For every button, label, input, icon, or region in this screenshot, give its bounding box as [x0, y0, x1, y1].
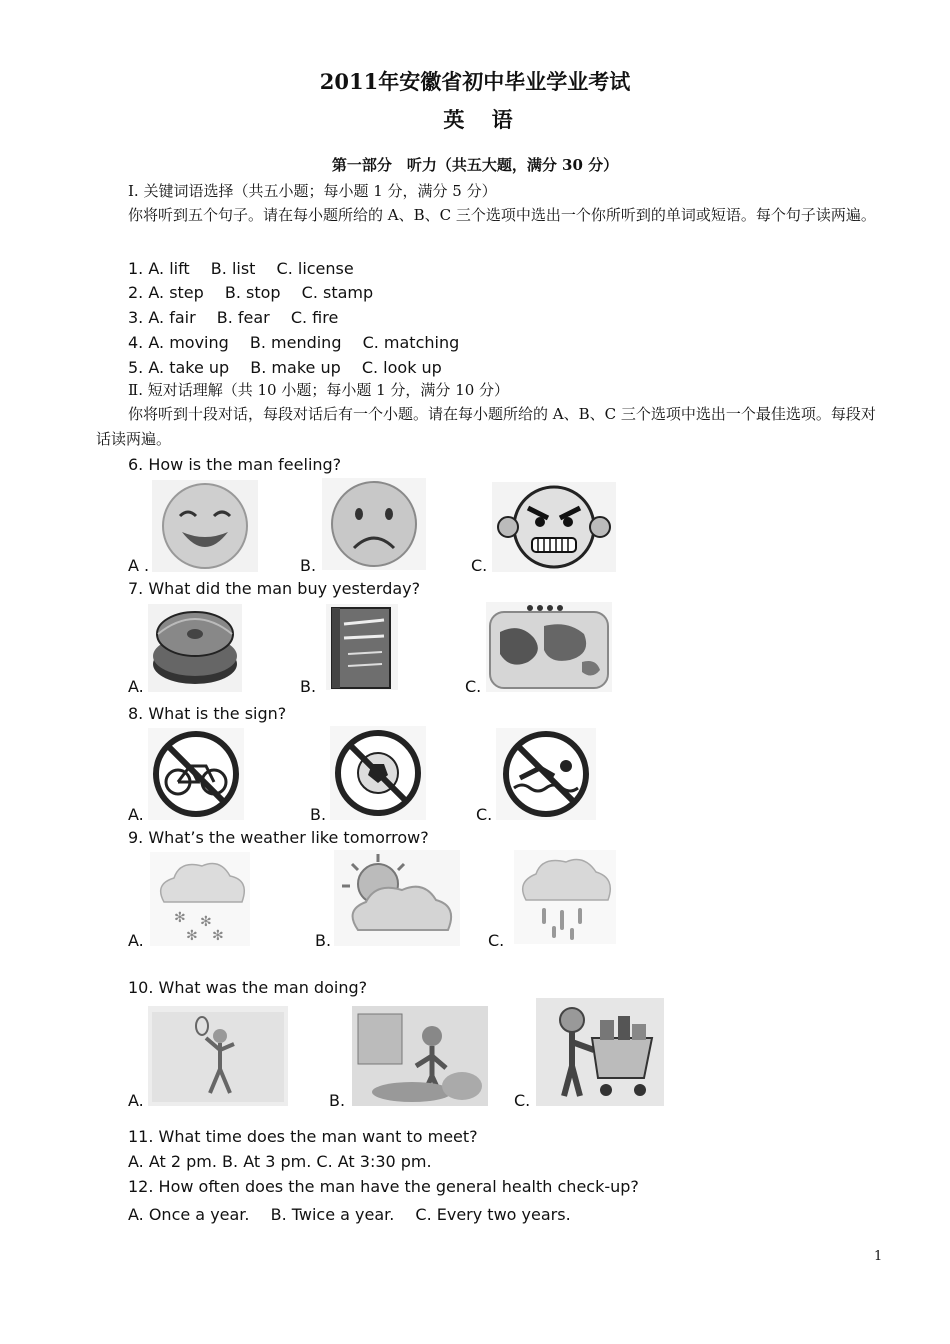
q6-option-c-label: C.: [471, 556, 488, 575]
item-4: 4. A. moving B. mending C. matching: [128, 333, 460, 352]
q7-option-c-label: C.: [465, 677, 482, 696]
q8-option-c-label: C.: [476, 805, 493, 824]
q10-option-b-label: B.: [329, 1091, 346, 1110]
happy-face-icon: [152, 480, 258, 572]
svg-text:✻: ✻: [212, 928, 224, 944]
question-8: 8. What is the sign?: [128, 704, 287, 723]
question-10: 10. What was the man doing?: [128, 978, 368, 997]
q7-option-a-label: A.: [128, 677, 144, 696]
item-2: 2. A. step B. stop C. stamp: [128, 283, 374, 302]
section1-heading: Ⅰ. 关键词语选择（共五小题；每小题 1 分，满分 5 分）: [128, 182, 497, 200]
rain-cloud-icon: [514, 850, 616, 944]
shopping-cart-picture: [536, 998, 664, 1106]
question-12-options: A. Once a year. B. Twice a year. C. Every two years.: [128, 1205, 571, 1224]
exam-title: 2011年安徽省初中毕业学业考试: [319, 69, 631, 94]
section2-instruction: 你将听到十段对话，每段对话后有一个小题。请在每小题所给的 A、B、C 三个选项中选出一个最佳选项。每段对话读两遍。: [96, 405, 876, 448]
no-football-sign-icon: [330, 726, 426, 820]
book-icon: [326, 604, 398, 690]
q6-option-a-label: A .: [128, 556, 150, 575]
map-icon: [486, 602, 612, 692]
snow-cloud-icon: [150, 852, 250, 946]
q8-option-a-label: A.: [128, 805, 144, 824]
q10-option-a-label: A.: [128, 1091, 144, 1110]
svg-text:✻: ✻: [174, 910, 186, 926]
q7-option-b-label: B.: [300, 677, 317, 696]
cd-player-icon: [148, 604, 242, 692]
angry-face-icon: [492, 482, 616, 572]
part-heading: 第一部分 听力（共五大题，满分 30 分）: [331, 156, 619, 174]
sun-cloud-icon: [334, 850, 460, 946]
question-9: 9. What’s the weather like tomorrow?: [128, 828, 429, 847]
q9-option-b-label: B.: [315, 931, 332, 950]
q8-option-b-label: B.: [310, 805, 327, 824]
svg-text:✻: ✻: [200, 914, 212, 930]
q10-option-c-label: C.: [514, 1091, 531, 1110]
question-11-options: A. At 2 pm. B. At 3 pm. C. At 3:30 pm.: [128, 1152, 432, 1171]
playing-tennis-picture: [148, 1006, 288, 1106]
sweeping-leaves-picture: [352, 1006, 488, 1106]
question-12: 12. How often does the man have the general health check-up?: [128, 1177, 639, 1196]
item-1: 1. A. lift B. list C. license: [128, 259, 354, 278]
q9-option-c-label: C.: [488, 931, 505, 950]
question-11: 11. What time does the man want to meet?: [128, 1127, 478, 1146]
section1-instruction: 你将听到五个句子。请在每小题所给的 A、B、C 三个选项中选出一个你所听到的单词或短语。每个句子读两遍。: [128, 206, 876, 224]
question-6: 6. How is the man feeling?: [128, 455, 342, 474]
item-5: 5. A. take up B. make up C. look up: [128, 358, 442, 377]
item-3: 3. A. fair B. fear C. fire: [128, 308, 339, 327]
question-7: 7. What did the man buy yesterday?: [128, 579, 421, 598]
no-cycling-sign-icon: [148, 728, 244, 820]
subject-title: 英 语: [443, 107, 523, 132]
sad-face-icon: [322, 478, 426, 570]
section2-heading: Ⅱ. 短对话理解（共 10 小题；每小题 1 分，满分 10 分）: [128, 381, 510, 399]
q6-option-b-label: B.: [300, 556, 317, 575]
no-swimming-sign-icon: [496, 728, 596, 820]
q9-option-a-label: A.: [128, 931, 144, 950]
page-number: 1: [874, 1249, 883, 1264]
svg-text:✻: ✻: [186, 928, 198, 944]
